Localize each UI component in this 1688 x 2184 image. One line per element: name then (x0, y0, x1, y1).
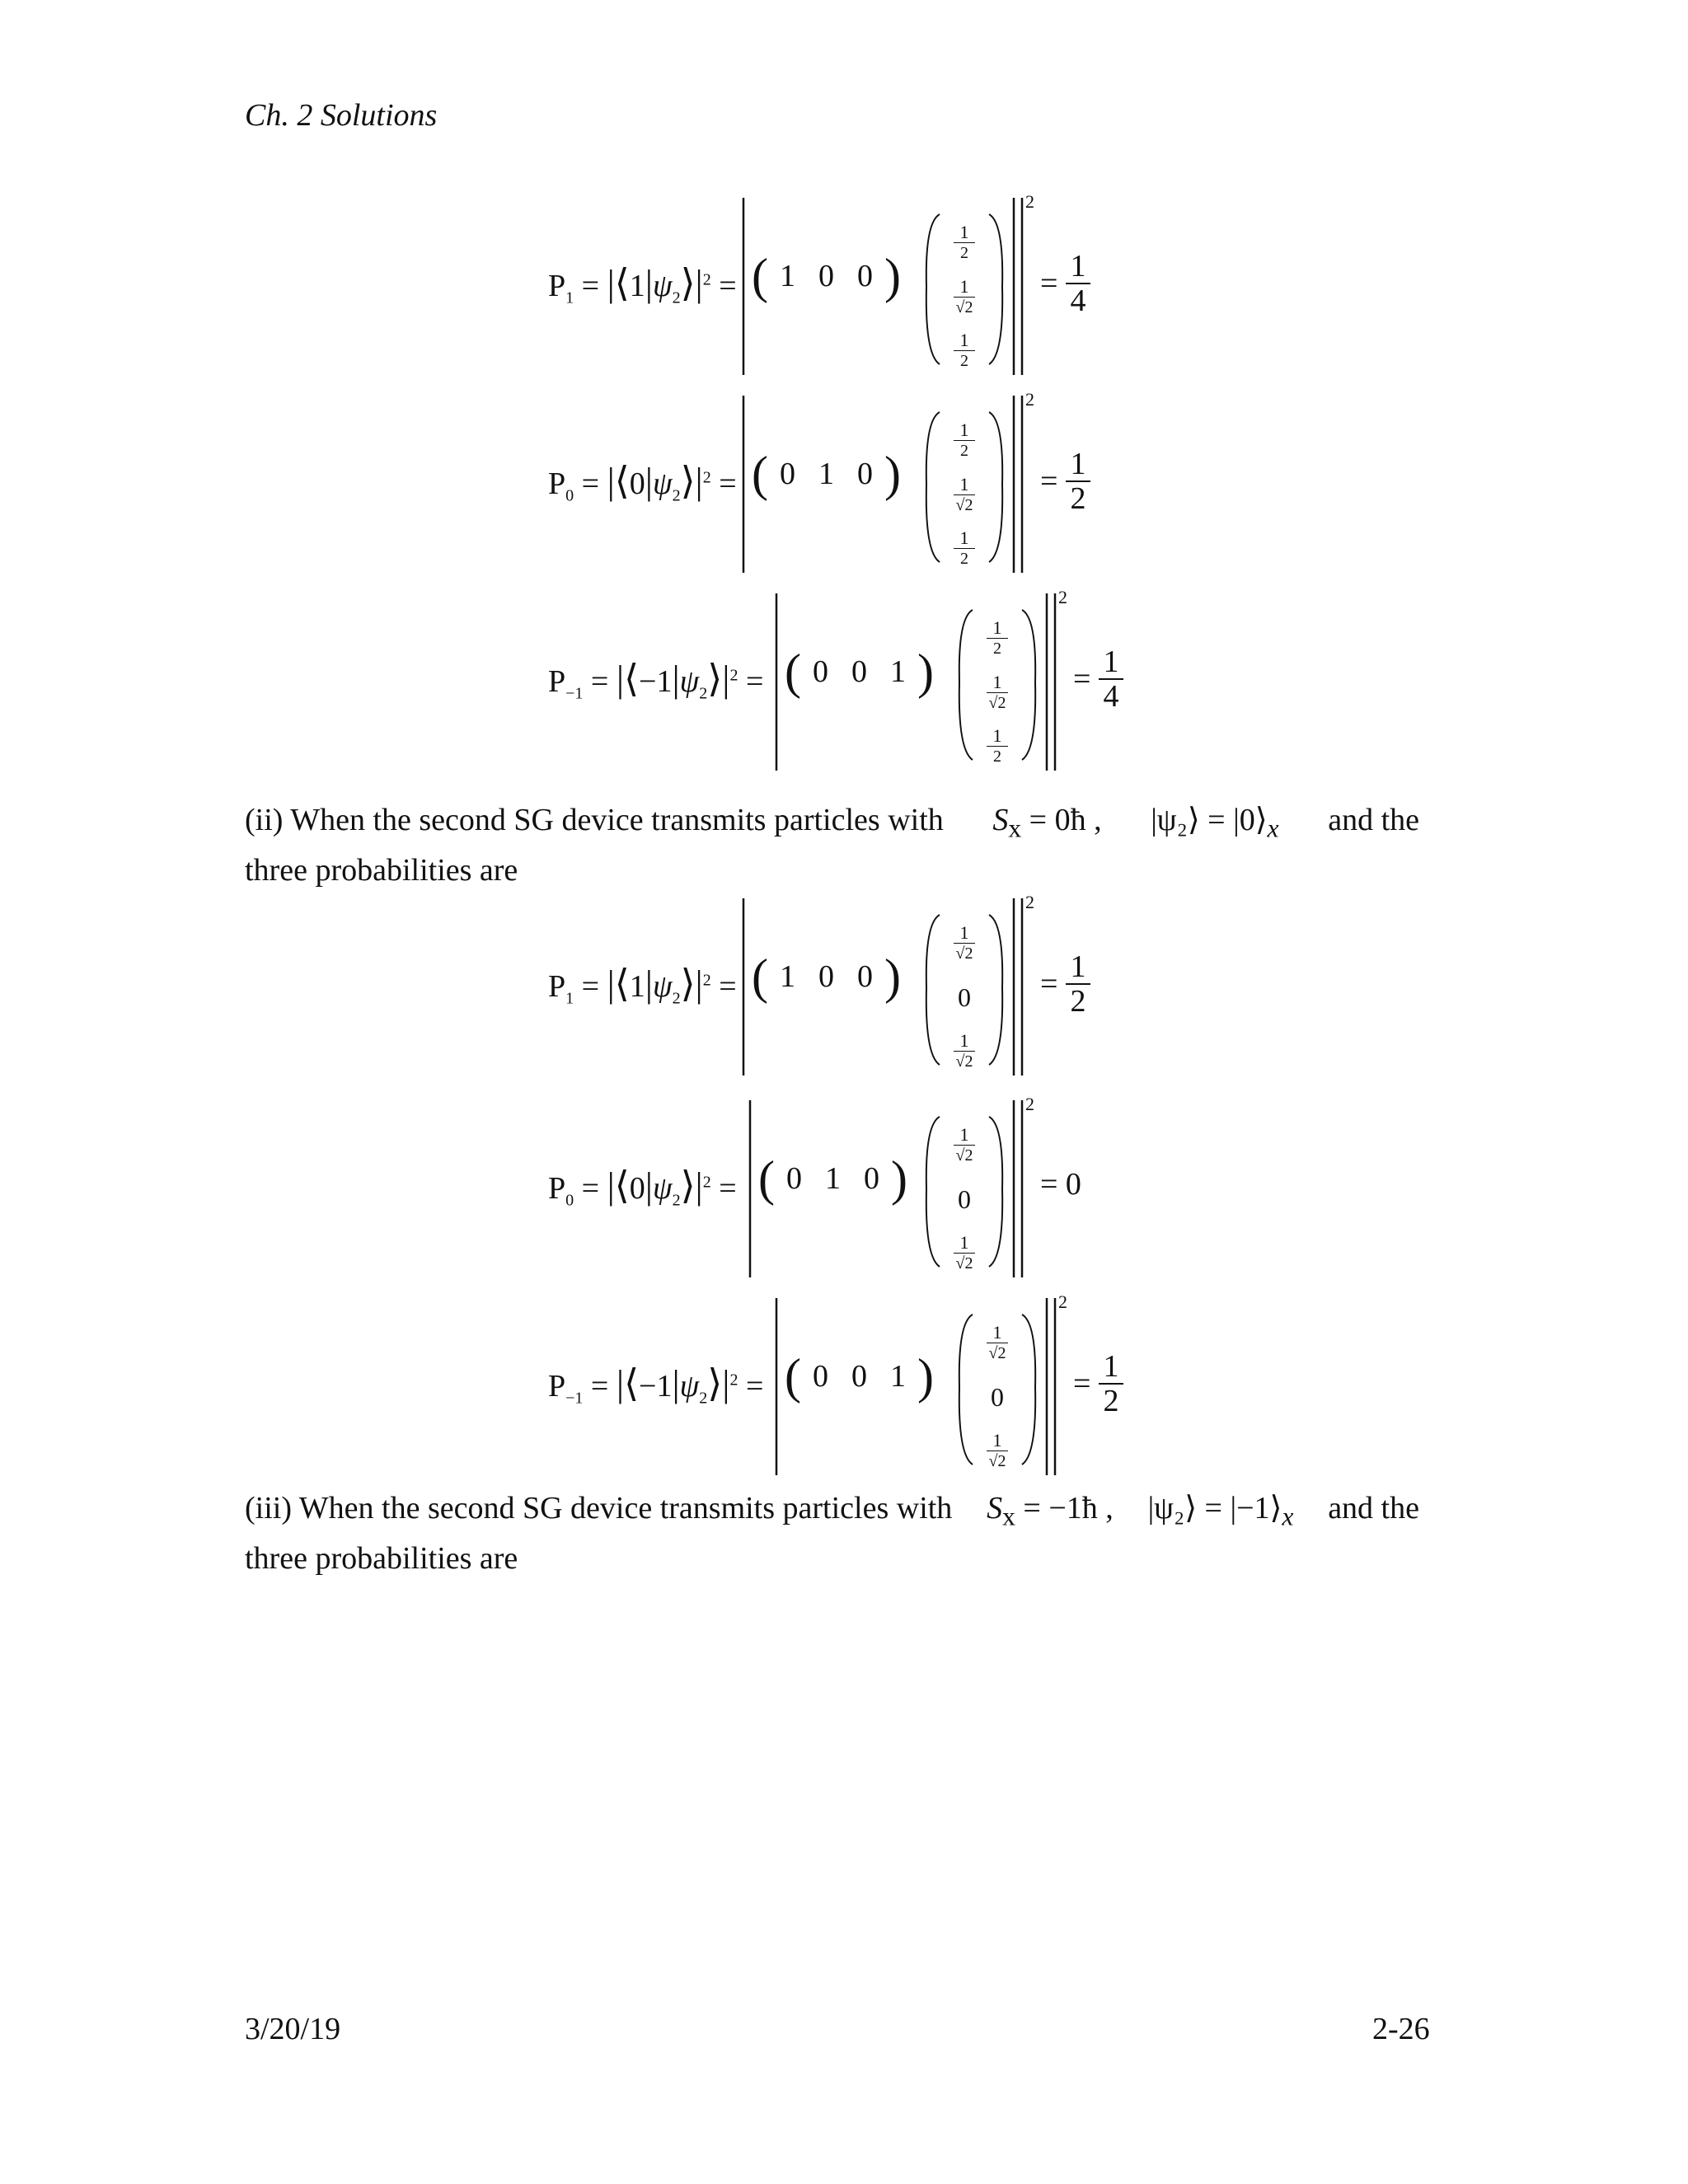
prob-symbol: P (548, 1369, 566, 1404)
row-entry: 1 (889, 1359, 906, 1394)
row-entry: 0 (785, 1161, 802, 1196)
result-fraction (1099, 1350, 1123, 1418)
equation (0, 1291, 1688, 1471)
footer-date: 3/20/19 (245, 2012, 341, 2046)
equation-result (1073, 1350, 1123, 1418)
row-entry: 0 (863, 1161, 879, 1196)
row-vector (752, 251, 901, 301)
result-numerator: 1 (1070, 447, 1086, 481)
row-entry: 0 (856, 959, 873, 994)
result-fraction (1066, 448, 1090, 515)
frac-numerator: 1 (959, 1124, 969, 1145)
frac-denominator: √2 (955, 944, 973, 963)
column-right-paren (989, 1117, 1002, 1267)
column-entry (987, 1323, 1008, 1363)
frac-numerator: 1 (959, 222, 969, 242)
ket-bar: | (672, 1362, 680, 1404)
frac-numerator: 1 (992, 1430, 1002, 1451)
equals-sign: = (574, 269, 607, 303)
bra-label: 1 (629, 969, 645, 1004)
bra-label: −1 (639, 1369, 673, 1404)
frac-denominator: √2 (988, 1344, 1006, 1362)
psi-symbol: ψ (652, 1171, 673, 1206)
frac-numerator: 1 (992, 1322, 1002, 1343)
column-entry (954, 1031, 975, 1071)
frac-numerator: 1 (959, 922, 969, 943)
frac-denominator: 2 (960, 442, 968, 460)
square-exponent: 2 (702, 468, 711, 487)
psi-subscript: 2 (672, 1191, 681, 1210)
frac-denominator: √2 (955, 1052, 973, 1071)
prob-subscript: −1 (565, 684, 584, 703)
equation (0, 1094, 1688, 1273)
frac-denominator: 2 (960, 352, 968, 370)
equation-result: = 0 (1040, 1167, 1081, 1202)
frac-denominator: √2 (988, 1452, 1006, 1470)
bra-label: 0 (629, 1171, 645, 1206)
result-denominator: 2 (1070, 984, 1086, 1019)
column-entry (954, 330, 975, 371)
equation (0, 191, 1688, 371)
column-entry: 0 (958, 1184, 971, 1214)
column-entry: 0 (958, 982, 971, 1012)
abs-bar: |⟨ (607, 262, 630, 304)
outer-square-exponent: 2 (1025, 892, 1034, 912)
square-exponent: 2 (702, 270, 711, 289)
para-iii-end: and the (1328, 1491, 1419, 1526)
row-entry: 0 (812, 1359, 828, 1394)
column-entry (954, 1233, 975, 1273)
frac-numerator: 1 (959, 1030, 969, 1051)
row-entry: 1 (889, 654, 906, 689)
para-ii-state: |ψ₂⟩ = $|0⟩_x$ (1151, 803, 1279, 843)
frac-denominator: √2 (988, 693, 1006, 712)
frac-numerator: 1 (959, 473, 969, 494)
para-iii-state: |ψ₂⟩ = $|-1⟩_x$ (1147, 1491, 1294, 1531)
column-entry (987, 726, 1008, 766)
outer-square-exponent: 2 (1058, 587, 1067, 607)
row-left-paren: ( (752, 249, 768, 303)
row-entry: 0 (779, 457, 795, 491)
paragraph-ii (245, 799, 1419, 891)
psi-symbol: ψ (652, 269, 673, 303)
equals-sign: = (583, 1369, 617, 1404)
column-vector (944, 223, 985, 371)
para-ii-condition: $S_x$ = 0ħ , (992, 803, 1102, 843)
equals-sign: = (738, 664, 764, 699)
result-fraction (1066, 950, 1090, 1018)
row-right-paren: ) (917, 1349, 934, 1404)
result-numerator: 1 (1070, 949, 1086, 984)
frac-numerator: 1 (959, 527, 969, 548)
psi-symbol: ψ (679, 664, 700, 699)
equation-result (1040, 950, 1090, 1018)
column-entry (954, 420, 975, 461)
row-right-paren: ) (890, 1151, 907, 1206)
row-right-paren: ) (884, 447, 901, 501)
column-entry (987, 1431, 1008, 1471)
abs-bar-close: ⟩| (707, 1362, 730, 1404)
prob-symbol: P (548, 1171, 566, 1206)
equals-sign: = (738, 1369, 764, 1404)
row-entry: 0 (818, 259, 834, 293)
ket-bar: | (645, 1165, 653, 1207)
psi-symbol: ψ (652, 969, 673, 1004)
frac-numerator: 1 (992, 725, 1002, 746)
row-vector (785, 1349, 934, 1404)
result-equals: = (1040, 266, 1066, 301)
result-equals: = (1040, 967, 1066, 1001)
column-entry (954, 475, 975, 515)
prob-subscript: 1 (565, 288, 574, 307)
column-entry (954, 277, 975, 317)
equation (0, 892, 1688, 1071)
result-numerator: 1 (1103, 644, 1119, 679)
row-entry: 1 (779, 259, 795, 293)
frac-denominator: 2 (960, 244, 968, 262)
equation-result (1040, 448, 1090, 515)
equals-sign: = (710, 1171, 737, 1206)
column-left-paren (926, 915, 940, 1065)
frac-numerator: 1 (992, 617, 1002, 638)
ket-bar: | (672, 658, 680, 700)
column-vector (944, 420, 985, 569)
result-equals: = (1073, 662, 1099, 696)
frac-numerator: 1 (992, 671, 1002, 692)
outer-square-exponent: 2 (1025, 191, 1034, 212)
psi-subscript: 2 (699, 1389, 708, 1408)
ket-bar: | (645, 262, 653, 304)
column-right-paren (989, 412, 1002, 562)
row-entry: 1 (824, 1161, 841, 1196)
row-vector (785, 644, 934, 699)
row-vector (758, 1151, 907, 1206)
row-right-paren: ) (884, 949, 901, 1004)
para-iii-condition: $S_x$ = −1ħ , (987, 1491, 1114, 1531)
row-right-paren: ) (884, 249, 901, 303)
column-entry (954, 1125, 975, 1165)
equals-sign: = (574, 1171, 607, 1206)
row-left-paren: ( (752, 447, 768, 501)
prob-symbol: P (548, 269, 566, 303)
abs-bar-close: ⟩| (680, 1165, 703, 1207)
result-denominator: 2 (1103, 1384, 1119, 1418)
column-right-paren (1022, 610, 1035, 760)
column-left-paren (959, 610, 973, 760)
prob-subscript: −1 (565, 1389, 584, 1408)
psi-symbol: ψ (679, 1369, 700, 1404)
equals-sign: = (710, 969, 737, 1004)
abs-bar-close: ⟩| (680, 963, 703, 1005)
outer-square-exponent: 2 (1025, 389, 1034, 410)
column-entry (954, 923, 975, 963)
row-entry: 0 (818, 959, 834, 994)
row-left-paren: ( (752, 949, 768, 1004)
frac-denominator: 2 (960, 550, 968, 568)
equals-sign: = (574, 969, 607, 1004)
result-denominator: 4 (1103, 679, 1119, 714)
psi-symbol: ψ (652, 466, 673, 501)
column-left-paren (926, 412, 940, 562)
column-left-paren (959, 1315, 973, 1465)
abs-bar-close: ⟩| (707, 658, 730, 700)
square-exponent: 2 (729, 666, 738, 685)
equation (0, 587, 1688, 766)
frac-numerator: 1 (959, 330, 969, 350)
square-exponent: 2 (702, 1173, 711, 1192)
psi-subscript: 2 (672, 288, 681, 307)
row-left-paren: ( (785, 644, 801, 699)
footer-page-number: 2-26 (1372, 2012, 1430, 2046)
paragraph-iii (245, 1488, 1419, 1579)
bra-label: 1 (629, 269, 645, 303)
abs-bar-close: ⟩| (680, 460, 703, 502)
frac-denominator: √2 (955, 495, 973, 514)
prob-symbol: P (548, 466, 566, 501)
ket-bar: | (645, 460, 653, 502)
frac-denominator: 2 (993, 748, 1001, 766)
result-numerator: 1 (1070, 249, 1086, 284)
psi-subscript: 2 (672, 989, 681, 1008)
frac-denominator: √2 (955, 1146, 973, 1165)
row-entry: 0 (812, 654, 828, 689)
para-iii-line2: three probabilities are (245, 1540, 518, 1576)
para-ii-start: (ii) When the second SG device transmits particles with (245, 803, 944, 837)
column-entry (954, 223, 975, 263)
equals-sign: = (583, 664, 617, 699)
frac-numerator: 1 (959, 419, 969, 440)
equals-sign: = (574, 466, 607, 501)
page-header: Ch. 2 Solutions (245, 98, 438, 133)
column-right-paren (989, 915, 1002, 1065)
para-iii-start: (iii) When the second SG device transmits particles with (245, 1491, 953, 1526)
result-numerator: 1 (1103, 1349, 1119, 1384)
row-entry: 1 (818, 457, 834, 491)
abs-bar: |⟨ (616, 658, 640, 700)
result-equals: = (1073, 1366, 1099, 1401)
equation (0, 389, 1688, 569)
column-right-paren (989, 214, 1002, 364)
row-left-paren: ( (758, 1151, 775, 1206)
result-equals: = (1040, 464, 1066, 499)
psi-subscript: 2 (672, 486, 681, 505)
para-ii-line2: three probabilities are (245, 852, 518, 888)
column-entry (954, 528, 975, 569)
equation-result (1073, 645, 1123, 713)
equation-result (1040, 250, 1090, 317)
result-denominator: 2 (1070, 481, 1086, 516)
column-entry (987, 673, 1008, 713)
frac-denominator: √2 (955, 1254, 973, 1272)
abs-bar: |⟨ (616, 1362, 640, 1404)
abs-bar-close: ⟩| (680, 262, 703, 304)
para-ii-end: and the (1328, 803, 1419, 837)
prob-subscript: 0 (565, 1191, 574, 1210)
column-vector (944, 923, 985, 1071)
frac-numerator: 1 (959, 275, 969, 297)
abs-bar: |⟨ (607, 963, 630, 1005)
psi-subscript: 2 (699, 684, 708, 703)
row-vector (752, 449, 901, 499)
row-vector (752, 949, 901, 1004)
column-left-paren (926, 214, 940, 364)
result-fraction (1099, 645, 1123, 713)
row-entry: 1 (779, 959, 795, 994)
column-vector (977, 618, 1018, 766)
row-left-paren: ( (785, 1349, 801, 1404)
row-entry: 0 (851, 1359, 867, 1394)
row-entry: 0 (851, 654, 867, 689)
row-entry: 0 (856, 259, 873, 293)
frac-denominator: 2 (993, 640, 1001, 658)
column-right-paren (1022, 1315, 1035, 1465)
abs-bar: |⟨ (607, 460, 630, 502)
prob-subscript: 0 (565, 486, 574, 505)
ket-bar: | (645, 963, 653, 1005)
column-entry (987, 618, 1008, 658)
prob-symbol: P (548, 969, 566, 1004)
column-entry: 0 (991, 1382, 1004, 1412)
result-denominator: 4 (1070, 284, 1086, 318)
outer-square-exponent: 2 (1058, 1291, 1067, 1312)
square-exponent: 2 (702, 971, 711, 990)
column-vector (977, 1323, 1018, 1471)
row-right-paren: ) (917, 644, 934, 699)
prob-symbol: P (548, 664, 566, 699)
equals-sign: = (710, 269, 737, 303)
column-left-paren (926, 1117, 940, 1267)
frac-numerator: 1 (959, 1232, 969, 1253)
prob-subscript: 1 (565, 989, 574, 1008)
outer-square-exponent: 2 (1025, 1094, 1034, 1114)
frac-denominator: √2 (955, 298, 973, 316)
column-vector (944, 1125, 985, 1273)
bra-label: 0 (629, 466, 645, 501)
square-exponent: 2 (729, 1371, 738, 1390)
abs-bar: |⟨ (607, 1165, 630, 1207)
bra-label: −1 (639, 664, 673, 699)
equals-sign: = (710, 466, 737, 501)
row-entry: 0 (856, 457, 873, 491)
result-fraction (1066, 250, 1090, 317)
